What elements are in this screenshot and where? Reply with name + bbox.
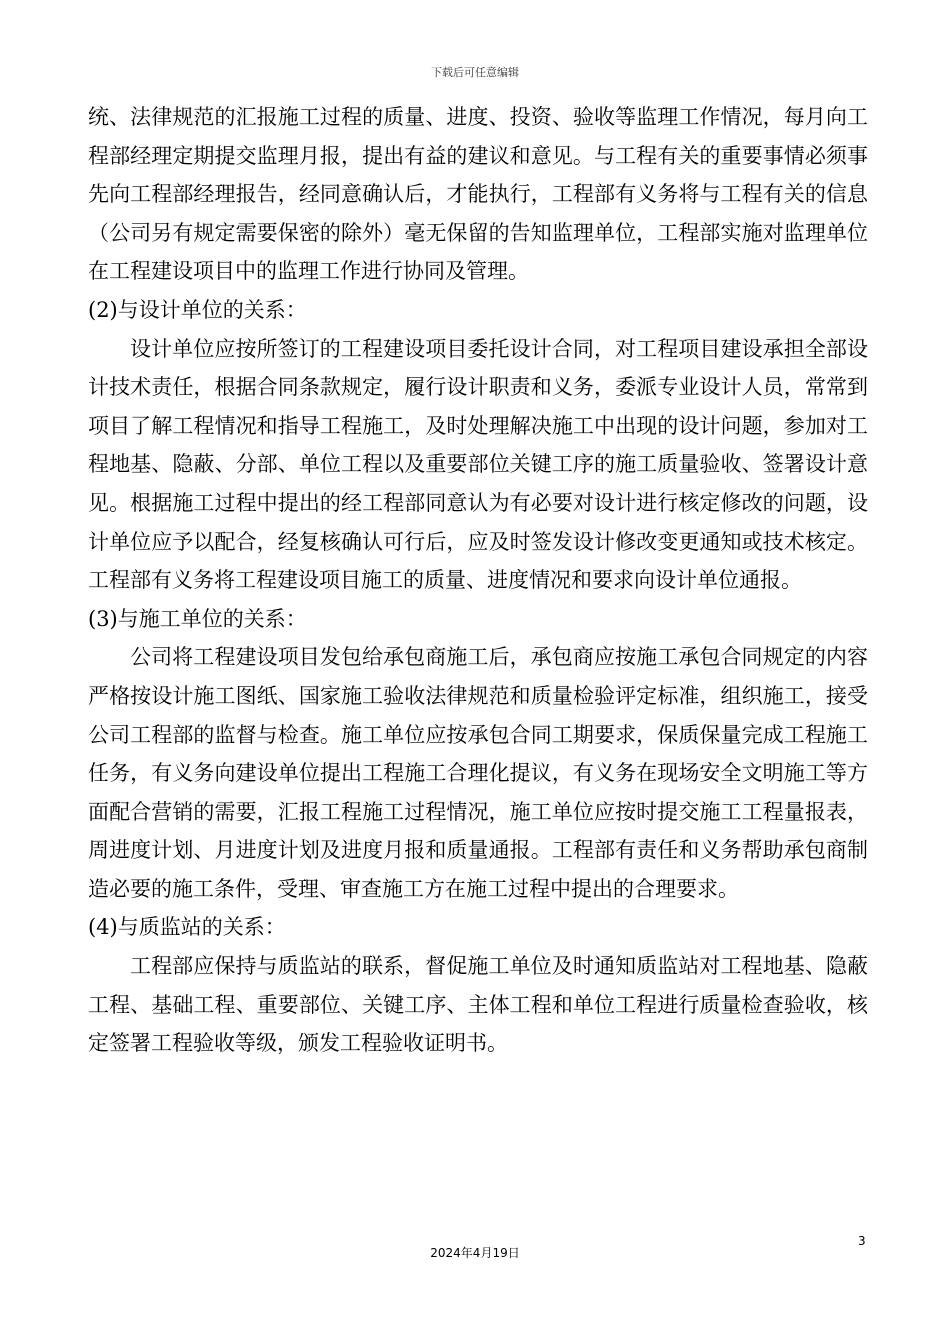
paragraph-construction-unit: 公司将工程建设项目发包给承包商施工后，承包商应按施工承包合同规定的内容严格按设计施工图纸、国家施工验收法律规范和质量检验评定标准，组织施工，接受公司工程部的监督与检查。施工单位应按承包合同工期要求，保质保量完成工程施工任务，有义务向建设单位提出工程施工合理化提议，有义务在现场安全文明施工等方面配合营销的需要，汇报工程施工过程情况，施工单位应按时提交施工工程量报表，周进度计划、月进度计划及进度月报和质量通报。工程部有责任和义务帮助承包商制造必要的施工条件，受理、审查施工方在施工过程中提出的合理要求。	[88, 645, 868, 901]
section-heading-design-unit: (2)与设计单位的关系：	[88, 297, 307, 322]
document-body	[88, 98, 868, 1063]
page-footer-date: 2024年4月19日	[430, 1246, 520, 1260]
page-number: 3	[858, 1234, 866, 1248]
paragraph-quality-station: 工程部应保持与质监站的联系，督促施工单位及时通知质监站对工程地基、隐蔽工程、基础工程、重要部位、关键工序、主体工程和单位工程进行质量检查验收，核定签署工程验收等级，颁发工程验收证明书。	[88, 954, 868, 1056]
page-header: 下载后可任意编辑	[431, 66, 519, 79]
section-heading-quality-station: (4)与质监站的关系：	[88, 915, 286, 940]
paragraph-supervision-continued: 统、法律规范的汇报施工过程的质量、进度、投资、验收等监理工作情况，每月向工程部经理定期提交监理月报，提出有益的建议和意见。与工程有关的重要事情必须事先向工程部经理报告，经同意确认后，才能执行，工程部有义务将与工程有关的信息（公司另有规定需要保密的除外）毫无保留的告知监理单位，工程部实施对监理单位在工程建设项目中的监理工作进行协同及管理。	[88, 105, 868, 284]
paragraph-design-unit: 设计单位应按所签订的工程建设项目委托设计合同，对工程项目建设承担全部设计技术责任，根据合同条款规定，履行设计职责和义务，委派专业设计人员，常常到项目了解工程情况和指导工程施工，及时处理解决施工中出现的设计问题，参加对工程地基、隐蔽、分部、单位工程以及重要部位关键工序的施工质量验收、签署设计意见。根据施工过程中提出的经工程部同意认为有必要对设计进行核定修改的问题，设计单位应予以配合，经复核确认可行后，应及时签发设计修改变更通知或技术核定。工程部有义务将工程建设项目施工的质量、进度情况和要求向设计单位通报。	[88, 336, 868, 593]
section-heading-construction-unit: (3)与施工单位的关系：	[88, 606, 307, 631]
